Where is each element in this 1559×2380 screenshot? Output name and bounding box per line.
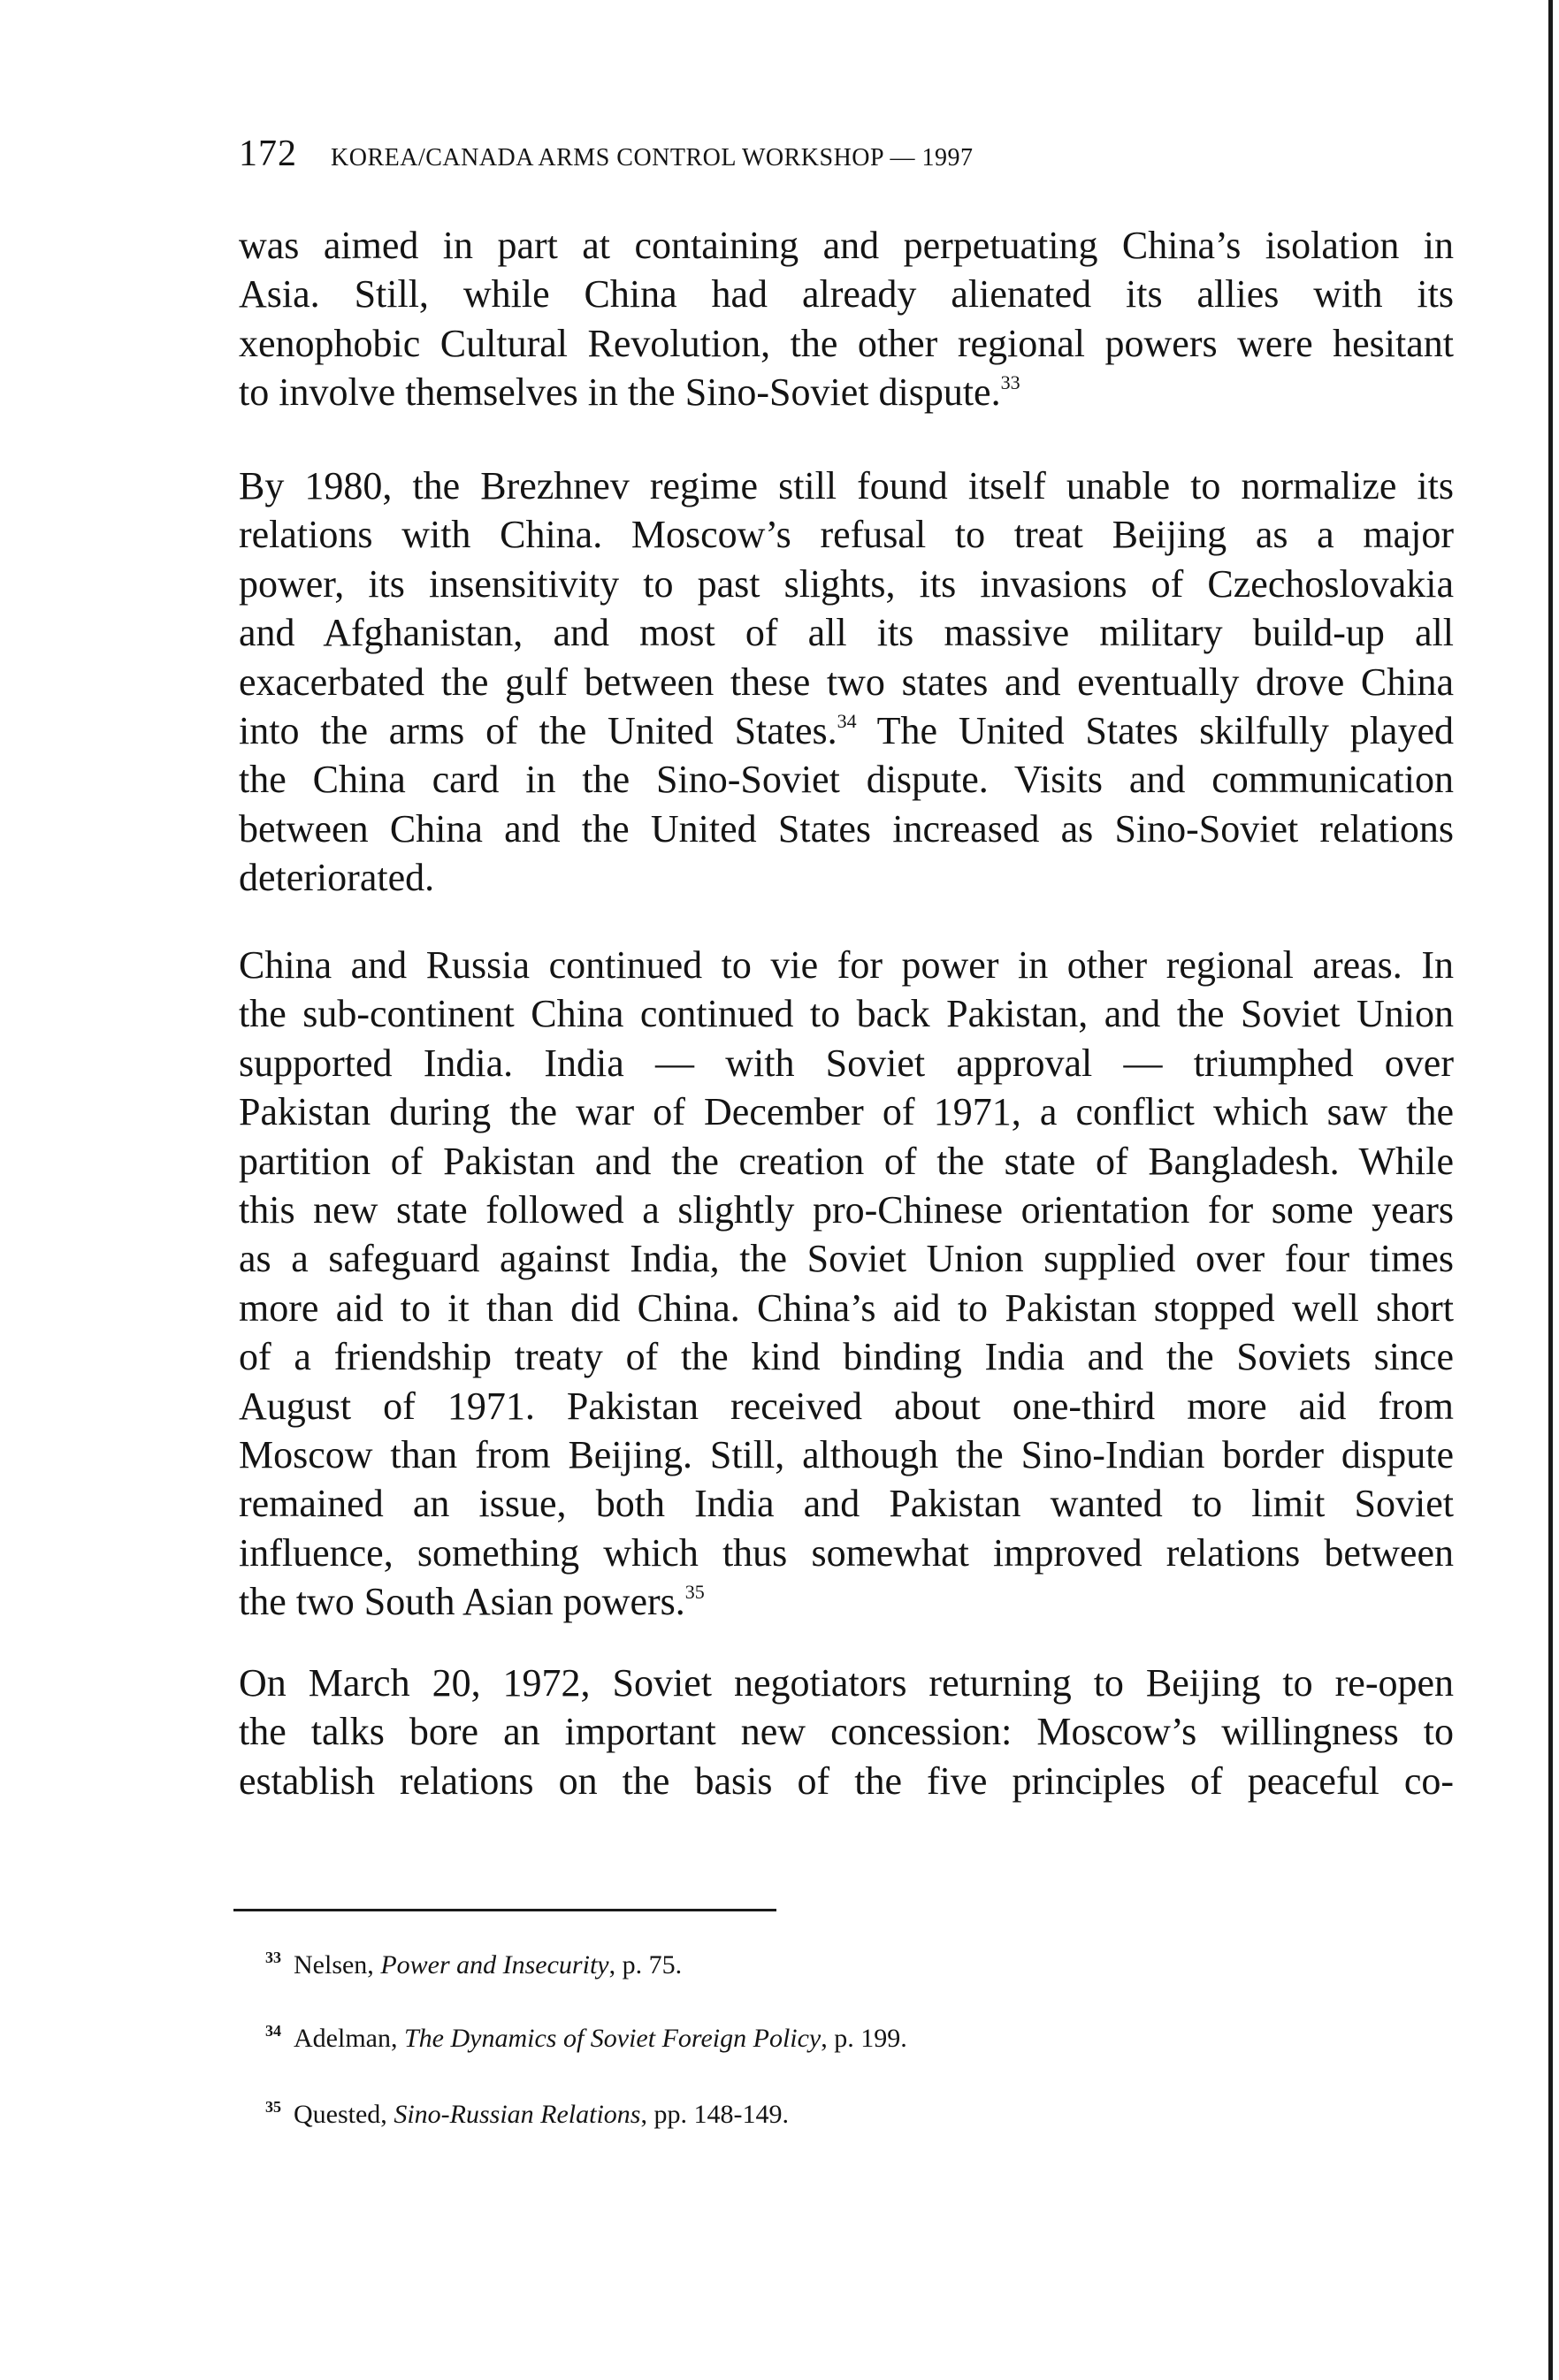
footnote-pages: , p. 199. (821, 2024, 907, 2053)
running-head (239, 133, 1477, 186)
paragraph (239, 221, 1454, 417)
text-line: between China and the United States increased as Sino-Soviet relations (239, 806, 1454, 851)
text-line: relations with China. Moscow’s refusal to treat Beijing as a major (239, 513, 1454, 557)
text-line: as a safeguard against India, the Soviet Union supplied over four times (239, 1237, 1454, 1281)
footnote-author: Quested, (294, 2100, 394, 2129)
text-line: of a friendship treaty of the kind binding India and the Soviets since (239, 1335, 1454, 1379)
text-line: establish relations on the basis of the five principles of peaceful co- (239, 1758, 1454, 1803)
text-line: xenophobic Cultural Revolution, the other regional powers were hesitant (239, 321, 1454, 365)
footnote-pages: , p. 75. (608, 1950, 683, 1980)
text-segment: to involve themselves in the Sino-Soviet dispute. (239, 370, 1001, 415)
text-line: more aid to it than did China. China’s aid to Pakistan stopped well short (239, 1285, 1454, 1330)
text-line: supported India. India — with Soviet approval — triumphed over (239, 1041, 1454, 1085)
text-segment: the two South Asian powers. (239, 1580, 685, 1624)
running-head-title: KOREA/CANADA ARMS CONTROL WORKSHOP — 1997 (331, 144, 974, 172)
footnote-separator (233, 1909, 776, 1911)
text-line: the China card in the Sino-Soviet dispute. Visits and communication (239, 758, 1454, 802)
footnote-reference: 34 (837, 709, 857, 732)
text-line: this new state followed a slightly pro-Chinese orientation for some years (239, 1187, 1454, 1232)
page-number: 172 (239, 133, 297, 174)
text-segment: The United States skilfully played (856, 708, 1454, 752)
text-line (239, 1577, 1454, 1626)
footnote-author: Nelsen, (294, 1950, 381, 1980)
text-line: deteriorated. (239, 856, 435, 900)
text-line: By 1980, the Brezhnev regime still found itself unable to normalize its (239, 464, 1454, 507)
paragraph (239, 941, 1454, 1626)
text-line: and Afghanistan, and most of all its massive military build-up all (239, 611, 1454, 655)
text-line: exacerbated the gulf between these two states and eventually drove China (239, 660, 1454, 704)
footnote (265, 2022, 907, 2054)
footnote-number: 35 (265, 2098, 281, 2116)
page-edge-rule (1548, 0, 1553, 2380)
text-line: remained an issue, both India and Pakistan wanted to limit Soviet (239, 1482, 1454, 1526)
footnote-title: Power and Insecurity (380, 1950, 609, 1980)
text-line (239, 706, 1454, 755)
text-line: partition of Pakistan and the creation of the state of Bangladesh. While (239, 1139, 1454, 1183)
text-line: influence, something which thus somewhat improved relations between (239, 1530, 1454, 1575)
text-line: Moscow than from Beijing. Still, although the Sino-Indian border dispute (239, 1432, 1454, 1476)
footnote-pages: , pp. 148-149. (640, 2100, 789, 2129)
footnote-title: Sino-Russian Relations (394, 2100, 641, 2129)
text-line: the talks bore an important new concession: Moscow’s willingness to (239, 1710, 1454, 1754)
footnote-title: The Dynamics of Soviet Foreign Policy (403, 2024, 822, 2053)
text-line: Asia. Still, while China had already alienated its allies with its (239, 272, 1454, 317)
paragraph (239, 462, 1454, 903)
footnote-reference: 35 (684, 1581, 705, 1604)
footnote (265, 2098, 789, 2130)
footnote-author: Adelman, (294, 2024, 404, 2053)
text-segment: into the arms of the United States. (239, 708, 837, 752)
footnote (265, 1949, 682, 1980)
footnote-number: 34 (265, 2022, 281, 2040)
text-line: China and Russia continued to vie for power in other regional areas. In (239, 943, 1454, 987)
footnote-reference: 33 (1000, 371, 1020, 394)
text-line (239, 368, 1454, 416)
text-line: Pakistan during the war of December of 1971, a conflict which saw the (239, 1090, 1454, 1134)
text-line: On March 20, 1972, Soviet negotiators returning to Beijing to re-open (239, 1661, 1454, 1705)
paragraph (239, 1659, 1454, 1805)
text-line: was aimed in part at containing and perpetuating China’s isolation in (239, 224, 1454, 267)
text-line: the sub-continent China continued to back Pakistan, and the Soviet Union (239, 992, 1454, 1036)
text-line: power, its insensitivity to past slights, its invasions of Czechoslovakia (239, 561, 1454, 606)
footnote-number: 33 (265, 1949, 281, 1966)
text-line: August of 1971. Pakistan received about one-third more aid from (239, 1384, 1454, 1428)
